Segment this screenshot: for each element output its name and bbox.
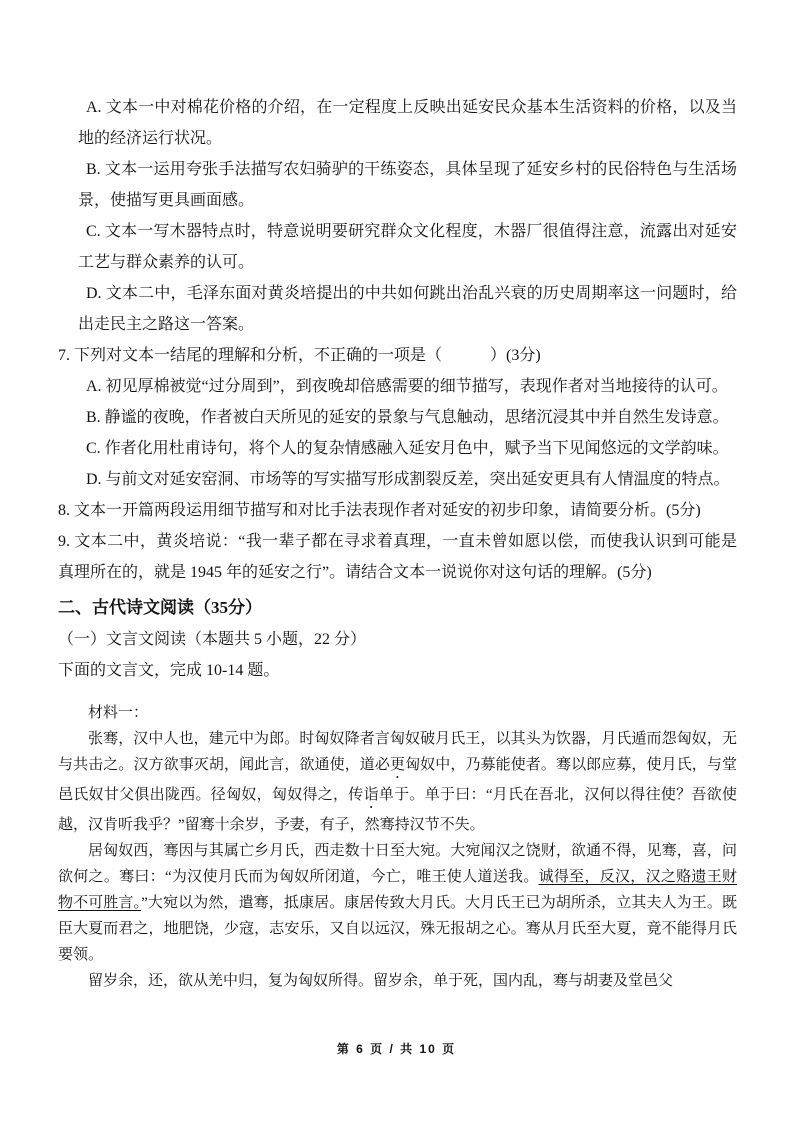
q6-option-d: D. 文本二中，毛泽东面对黄炎培提出的中共如何跳出治乱兴衰的历史周期率这一问题时，给出走民主之路这一答案。 bbox=[78, 285, 737, 333]
paragraph-1-text: 张骞，汉中人也，建元中为郎。时匈奴降者言匈奴破月氏王，以其头为饮器，月氏遁而怨匈奴，无与共击之。汉方欲事灭胡，闻此言，欲通使，道必 bbox=[58, 731, 737, 773]
page-footer bbox=[0, 1040, 793, 1057]
q7-option-b: B. 静谧的夜晚，作者被白天所见的延安的景象与气息触动，思绪沉浸其中并自然生发诗意。 bbox=[86, 409, 729, 426]
emphasized-char-geng: 更 bbox=[389, 757, 406, 773]
q7-option-c: C. 作者化用杜甫诗句，将个人的复杂情感融入延安月色中，赋予当下见闻悠远的文学韵味。 bbox=[86, 440, 729, 457]
classical-passage bbox=[58, 700, 737, 994]
q9-stem: 9. 文本二中，黄炎培说：“我一辈子都在寻求着真理，一直未曾如愿以偿，而使我认识到可能是真理所在的，就是 1945 年的延安之行”。请结合文本一说说你对这句话的理解。(5分) bbox=[58, 533, 737, 581]
paragraph-2-text: ”大宛以为然，遣骞，抵康居。康居传致大月氏。大月氏王已为胡所杀，立其夫人为王。既臣大夏而君之，地肥饶，少寇，志安乐，又自以远汉，殊无报胡之心。骞从月氏至大夏，竟不能得月氏要领。 bbox=[58, 895, 737, 963]
section-2-subheading: （一）文言文阅读（本题共 5 小题，22 分） bbox=[58, 631, 367, 648]
q6-option-c: C. 文本一写木器特点时，特意说明要研究群众文化程度，木器厂很值得注意，流露出对延安工艺与群众素养的认可。 bbox=[78, 223, 737, 271]
passage-instruction: 下面的文言文，完成 10-14 题。 bbox=[58, 662, 280, 679]
classical-paragraph-2 bbox=[58, 838, 737, 968]
q7-option-d: D. 与前文对延安窑洞、市场等的写实描写形成割裂反差，突出延安更具有人情温度的特点。 bbox=[86, 471, 730, 488]
section-2-heading: 二、古代诗文阅读（35分） bbox=[58, 598, 262, 617]
q6-option-b: B. 文本一运用夸张手法描写农妇骑驴的干练姿态，具体呈现了延安乡村的民俗特色与生活场景，使描写更具画面感。 bbox=[78, 161, 737, 209]
q8-stem: 8. 文本一开篇两段运用细节描写和对比手法表现作者对延安的初步印象，请简要分析。(5分) bbox=[58, 502, 701, 519]
question-6-options bbox=[58, 92, 737, 340]
classical-paragraph-3: 留岁余，还，欲从羌中归，复为匈奴所得。留岁余，单于死，国内乱，骞与胡妻及堂邑父 bbox=[88, 973, 674, 989]
question-7-options bbox=[58, 371, 737, 495]
q6-option-a: A. 文本一中对棉花价格的介绍，在一定程度上反映出延安民众基本生活资料的价格，以及当地的经济运行状况。 bbox=[78, 99, 737, 147]
classical-paragraph-1 bbox=[58, 726, 737, 838]
q7-option-a: A. 初见厚棉被觉“过分周到”，到夜晚却倍感需要的细节描写，表现作者对当地接待的认可。 bbox=[86, 378, 728, 395]
paragraph-1-text: 单于。单于曰：“月氏在吾北，汉何以得往使？吾欲使越，汉肯听我乎？”留骞十余岁，予妻，有子，然骞持汉节不失。 bbox=[58, 787, 737, 833]
emphasized-char-yi: 诣 bbox=[363, 787, 379, 803]
page-number-text: 第 6 页 / 共 10 页 bbox=[336, 1042, 457, 1056]
paragraph-1-text: 匈奴中，乃募能使者。骞以郎应募，使月氏，与堂邑氏奴甘父俱出陇西。径匈奴，匈奴得之，传 bbox=[58, 757, 737, 803]
paragraph-2-text: 居匈奴西，骞因与其属亡乡月氏，西走数十日至大宛。大宛闻汉之饶财，欲通不得，见骞，喜，问欲何之。骞曰：“为汉使月氏而为匈奴所闭道，今亡，唯王使人道送我。 bbox=[58, 843, 737, 885]
underlined-clause: 诚得至，反汉，汉之赂遗王财物不可胜言。 bbox=[58, 869, 737, 911]
q7-stem: 7. 下列对文本一结尾的理解和分析，不正确的一项是（ ）(3分) bbox=[58, 347, 541, 364]
material-1-label: 材料一： bbox=[88, 705, 149, 721]
